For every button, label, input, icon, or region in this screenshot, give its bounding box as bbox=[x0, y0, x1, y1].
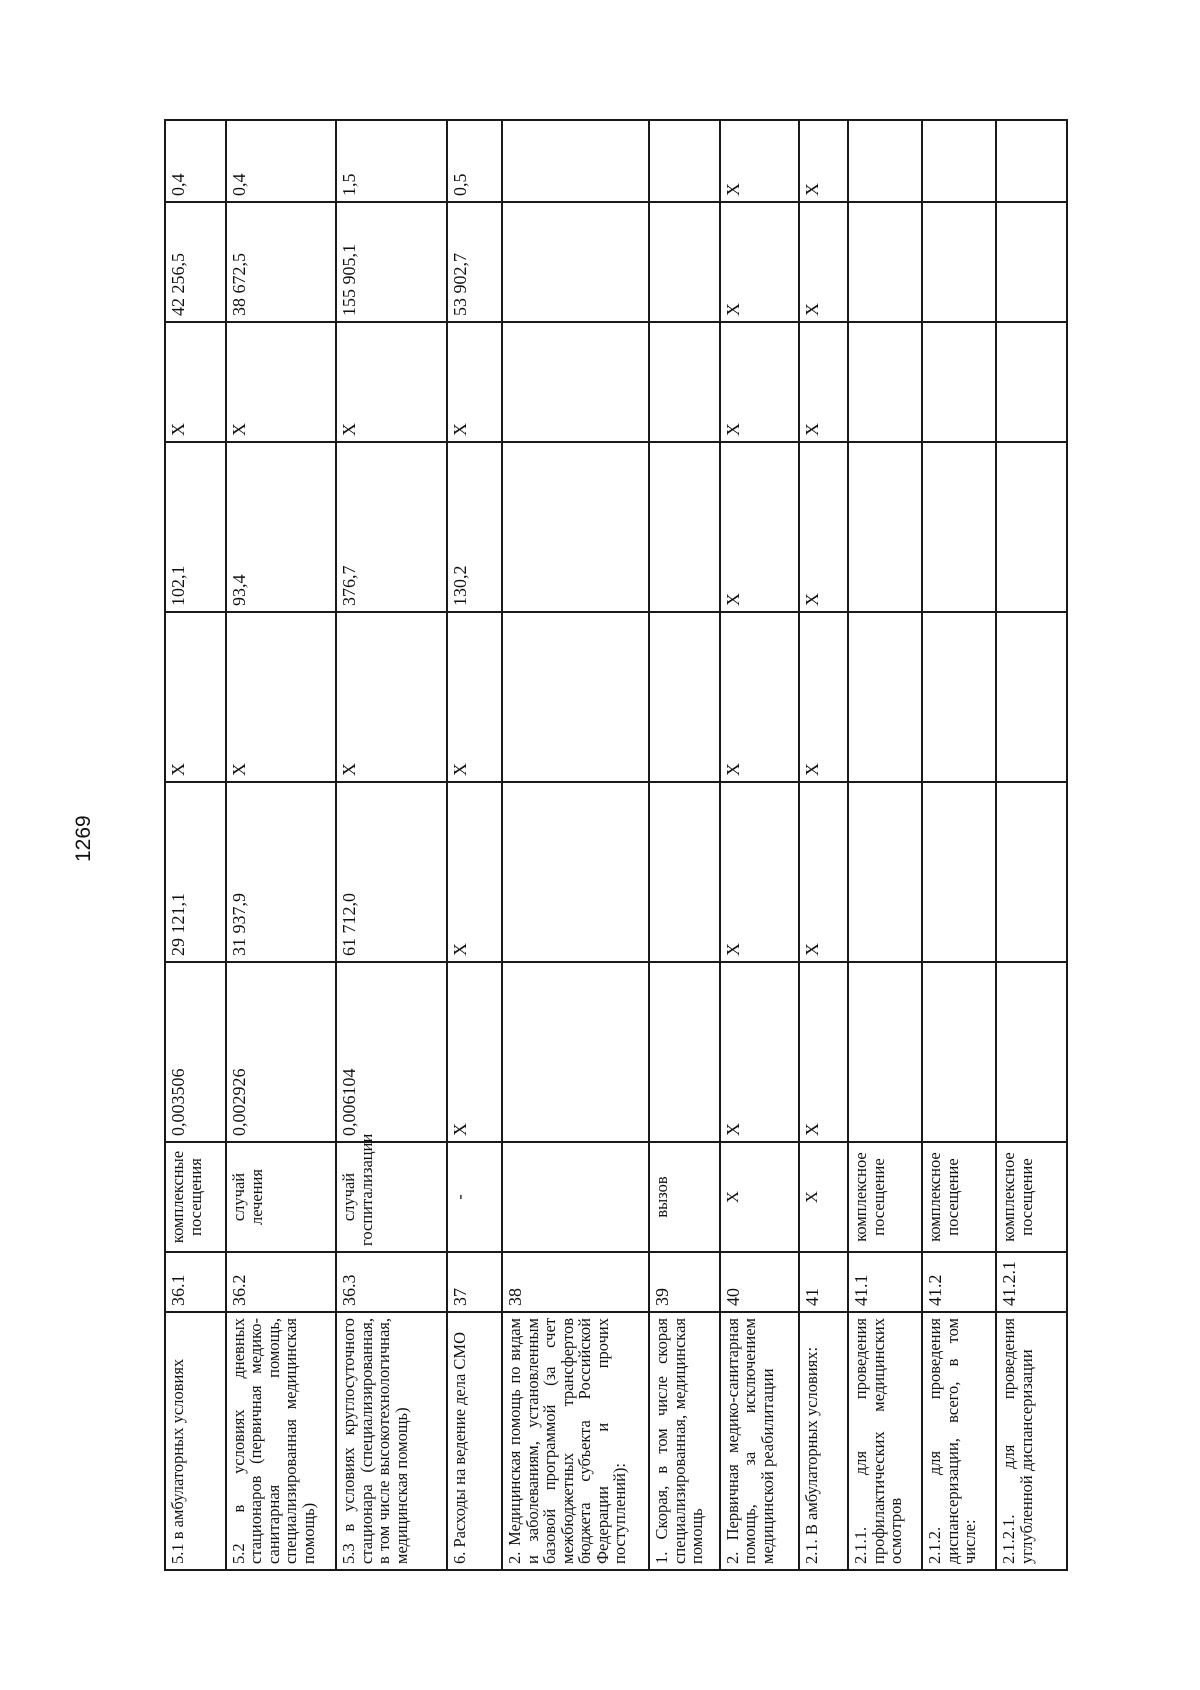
value-cell: Х bbox=[226, 322, 337, 442]
value-cell: Х bbox=[720, 442, 800, 612]
value-cell bbox=[996, 120, 1067, 202]
value-cell bbox=[996, 202, 1067, 322]
value-cell: 38 672,5 bbox=[226, 202, 337, 322]
value-cell: Х bbox=[447, 612, 502, 782]
value-cell: Х bbox=[336, 322, 447, 442]
value-cell bbox=[502, 442, 649, 612]
value-cell: Х bbox=[799, 442, 848, 612]
row-number-cell: 41.2.1 bbox=[996, 1252, 1067, 1312]
row-name-cell: 5.1 в амбулаторных условиях bbox=[165, 1312, 226, 1570]
value-cell bbox=[502, 612, 649, 782]
value-cell: Х bbox=[165, 612, 226, 782]
value-cell bbox=[996, 442, 1067, 612]
value-cell bbox=[848, 782, 922, 962]
unit-cell bbox=[502, 1142, 649, 1252]
value-cell: Х bbox=[720, 782, 800, 962]
row-number-cell: 36.1 bbox=[165, 1252, 226, 1312]
row-number-cell: 37 bbox=[447, 1252, 502, 1312]
value-cell: 0,002926 bbox=[226, 962, 337, 1142]
unit-cell: Х bbox=[799, 1142, 848, 1252]
table-row bbox=[720, 120, 800, 1570]
value-cell bbox=[996, 612, 1067, 782]
row-name-cell: 2.1.1. для проведения профилактических медицинских осмотров bbox=[848, 1312, 922, 1570]
table-row bbox=[996, 120, 1067, 1570]
row-number-cell: 39 bbox=[649, 1252, 720, 1312]
row-number-cell: 36.3 bbox=[336, 1252, 447, 1312]
table-row bbox=[447, 120, 502, 1570]
value-cell: Х bbox=[799, 322, 848, 442]
value-cell bbox=[649, 442, 720, 612]
table-row bbox=[336, 120, 447, 1570]
value-cell bbox=[922, 322, 996, 442]
value-cell: Х bbox=[720, 612, 800, 782]
unit-cell: комплексные посещения bbox=[165, 1142, 226, 1252]
financing-table bbox=[164, 119, 1068, 1571]
value-cell bbox=[649, 322, 720, 442]
value-cell: Х bbox=[720, 202, 800, 322]
page-number: 1269 bbox=[72, 815, 95, 862]
value-cell: Х bbox=[720, 962, 800, 1142]
value-cell: 0,5 bbox=[447, 120, 502, 202]
value-cell: Х bbox=[799, 782, 848, 962]
table-row bbox=[502, 120, 649, 1570]
value-cell bbox=[996, 782, 1067, 962]
row-name-cell: 2.1.2.1. для проведения углубленной диспансеризации bbox=[996, 1312, 1067, 1570]
value-cell: 61 712,0 bbox=[336, 782, 447, 962]
value-cell: Х bbox=[447, 962, 502, 1142]
value-cell bbox=[502, 322, 649, 442]
row-number-cell: 36.2 bbox=[226, 1252, 337, 1312]
row-name-cell: 5.3 в условиях круглосуточного стационара (специализированная, в том числе высокотехнологичная, медицинская помощь) bbox=[336, 1312, 447, 1570]
table-row bbox=[922, 120, 996, 1570]
value-cell: 130,2 bbox=[447, 442, 502, 612]
value-cell bbox=[848, 442, 922, 612]
value-cell: Х bbox=[720, 120, 800, 202]
value-cell: Х bbox=[720, 322, 800, 442]
value-cell bbox=[922, 612, 996, 782]
row-name-cell: 2. Медицинская помощь по видам и заболеваниям, установленным базовой программой (за счет межбюджетных трансфертов бюджета субъекта Российской Федерации и прочих поступлений): bbox=[502, 1312, 649, 1570]
value-cell: 0,4 bbox=[165, 120, 226, 202]
value-cell: Х bbox=[336, 612, 447, 782]
row-number-cell: 38 bbox=[502, 1252, 649, 1312]
value-cell: 53 902,7 bbox=[447, 202, 502, 322]
value-cell bbox=[649, 612, 720, 782]
table-row bbox=[799, 120, 848, 1570]
row-number-cell: 41 bbox=[799, 1252, 848, 1312]
value-cell: Х bbox=[799, 120, 848, 202]
value-cell bbox=[922, 442, 996, 612]
value-cell: 155 905,1 bbox=[336, 202, 447, 322]
row-name-cell: 5.2 в условиях дневных стационаров (первичная медико-санитарная помощь, специализированная медицинская помощь) bbox=[226, 1312, 337, 1570]
row-name-cell: 2.1.2. для проведения диспансеризации, всего, в том числе: bbox=[922, 1312, 996, 1570]
value-cell: 102,1 bbox=[165, 442, 226, 612]
value-cell: Х bbox=[226, 612, 337, 782]
value-cell: Х bbox=[799, 612, 848, 782]
value-cell bbox=[848, 962, 922, 1142]
value-cell: 0,003506 bbox=[165, 962, 226, 1142]
unit-cell: комплексное посещение bbox=[996, 1142, 1067, 1252]
value-cell: 93,4 bbox=[226, 442, 337, 612]
unit-cell: - bbox=[447, 1142, 502, 1252]
value-cell: 29 121,1 bbox=[165, 782, 226, 962]
value-cell bbox=[502, 962, 649, 1142]
unit-cell: комплексное посещение bbox=[848, 1142, 922, 1252]
value-cell bbox=[922, 120, 996, 202]
value-cell bbox=[848, 120, 922, 202]
row-number-cell: 41.2 bbox=[922, 1252, 996, 1312]
value-cell bbox=[502, 202, 649, 322]
value-cell: 376,7 bbox=[336, 442, 447, 612]
value-cell: Х bbox=[165, 322, 226, 442]
value-cell: 1,5 bbox=[336, 120, 447, 202]
value-cell bbox=[649, 120, 720, 202]
value-cell: 31 937,9 bbox=[226, 782, 337, 962]
table-row bbox=[848, 120, 922, 1570]
value-cell bbox=[649, 202, 720, 322]
table-row bbox=[165, 120, 226, 1570]
table-row bbox=[226, 120, 337, 1570]
value-cell: Х bbox=[447, 782, 502, 962]
table-body bbox=[165, 120, 1067, 1570]
unit-cell: комплексное посещение bbox=[922, 1142, 996, 1252]
value-cell: Х bbox=[799, 202, 848, 322]
value-cell bbox=[996, 962, 1067, 1142]
unit-cell: случай госпитализации bbox=[336, 1142, 447, 1252]
table-row bbox=[649, 120, 720, 1570]
value-cell bbox=[996, 322, 1067, 442]
value-cell: Х bbox=[799, 962, 848, 1142]
value-cell: 0,006104 bbox=[336, 962, 447, 1142]
value-cell: Х bbox=[447, 322, 502, 442]
row-name-cell: 2.1. В амбулаторных условиях: bbox=[799, 1312, 848, 1570]
value-cell bbox=[848, 612, 922, 782]
value-cell: 42 256,5 bbox=[165, 202, 226, 322]
row-name-cell: 2. Первичная медико-санитарная помощь, за исключением медицинской реабилитации bbox=[720, 1312, 800, 1570]
row-name-cell: 1. Скорая, в том числе скорая специализированная, медицинская помощь bbox=[649, 1312, 720, 1570]
value-cell: 0,4 bbox=[226, 120, 337, 202]
value-cell bbox=[649, 962, 720, 1142]
unit-cell: Х bbox=[720, 1142, 800, 1252]
unit-cell: вызов bbox=[649, 1142, 720, 1252]
value-cell bbox=[848, 202, 922, 322]
row-number-cell: 41.1 bbox=[848, 1252, 922, 1312]
value-cell bbox=[848, 322, 922, 442]
value-cell bbox=[922, 962, 996, 1142]
value-cell bbox=[922, 782, 996, 962]
row-number-cell: 40 bbox=[720, 1252, 800, 1312]
unit-cell: случай лечения bbox=[226, 1142, 337, 1252]
value-cell bbox=[502, 120, 649, 202]
rotated-table-container bbox=[164, 121, 1068, 1571]
value-cell bbox=[922, 202, 996, 322]
value-cell bbox=[502, 782, 649, 962]
value-cell bbox=[649, 782, 720, 962]
row-name-cell: 6. Расходы на ведение дела СМО bbox=[447, 1312, 502, 1570]
